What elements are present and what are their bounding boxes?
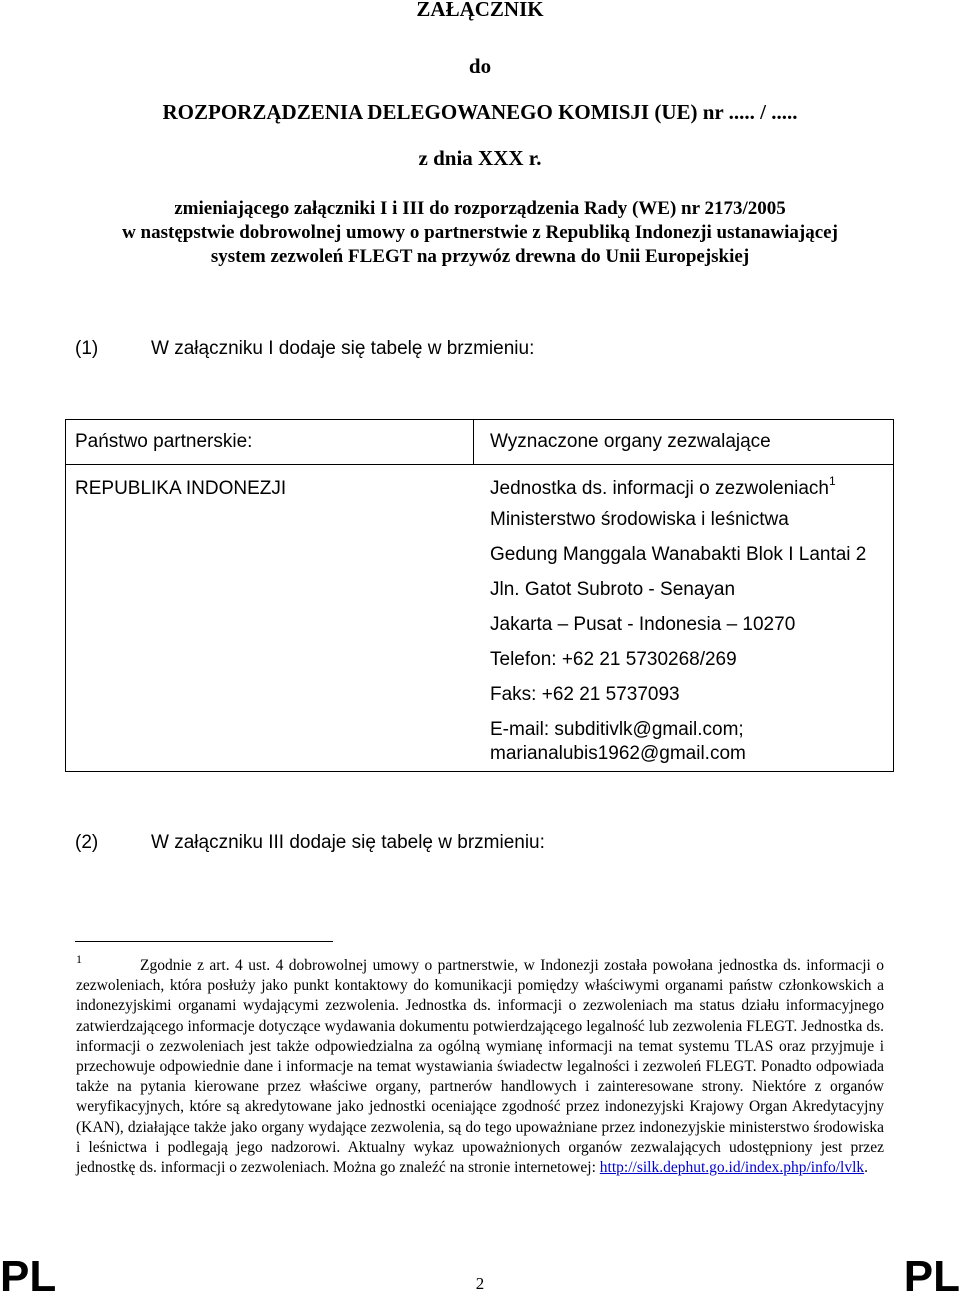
subtitle-line-2: w następstwie dobrowolnej umowy o partnerstwie z Republiką Indonezji ustanawiającej xyxy=(122,222,838,243)
annex-do: do xyxy=(468,54,492,78)
table-header-authority: Wyznaczone organy zezwalające xyxy=(490,431,771,452)
footnote-reference[interactable]: 1 xyxy=(829,474,836,488)
table-column-divider xyxy=(473,420,474,464)
item-2-number: (2) xyxy=(75,832,99,853)
authority-email-1: E-mail: subditivlk@gmail.com; xyxy=(490,719,744,740)
annex-title: ZAŁĄCZNIK xyxy=(416,0,544,21)
footnote-separator xyxy=(75,941,333,942)
regulation-date: z dnia XXX r. xyxy=(418,146,542,170)
table-country-name: REPUBLIKA INDONEZJI xyxy=(75,478,287,499)
subtitle-line-1: zmieniającego załączniki I i III do rozporządzenia Rady (WE) nr 2173/2005 xyxy=(174,198,786,219)
footer-language-right: PL xyxy=(903,1252,960,1301)
footnote-end: . xyxy=(864,1159,869,1177)
page-number: 2 xyxy=(475,1274,485,1293)
authority-line-3: Gedung Manggala Wanabakti Blok I Lantai 2 xyxy=(490,544,867,565)
authority-email-2: marianalubis1962@gmail.com xyxy=(490,743,746,764)
authority-unit-name: Jednostka ds. informacji o zezwoleniach xyxy=(490,478,830,499)
item-1-number: (1) xyxy=(75,338,99,359)
footnote-body: Zgodnie z art. 4 ust. 4 dobrowolnej umowy o partnerstwie, w Indonezji została powołana jednostka ds. informacji o zezwoleniach, która posłuży jako punkt kontaktowy do komunikacji pomiędzy właściwymi organami państw członkowskich a indonezyjskimi organami wydającymi zezwolenia. Jednostka ds. informacji o zezwoleniach ma status działu informacyjnego zatwierdzającego informacje dotyczące wydawania dokumentu potwierdzającego legalność lub zezwolenia FLEGT. Jednostka ds. informacji o zezwoleniach jest także odpowiedzialna za ogólną wymianę informacji na temat systemu TLAS oraz przyjmuje i przechowuje odpowiednie dane i informacje na temat wystawiania świadectw legalności i zezwoleń FLEGT. Ponadto odpowiada także na pytania kierowane przez właściwe organy, partnerów handlowych i zainteresowane strony. Niektóre z organów weryfikacyjnych, które są akredytowane jako jednostki oceniające zgodność przez indonezyjski Krajowy Organ Akredytacyjny (KAN), działające także jako organy wydające zezwolenia, są do tego upoważniane przez indonezyjskie ministerstwo środowiska i leśnictwa i podlegają jego nadzorowi. Aktualny wykaz upoważnionych organów zezwalających udostępniony jest przez jednostkę ds. informacji o zezwoleniach. Można go znaleźć na stronie internetowej: xyxy=(76,957,884,1177)
authority-line-5: Jakarta – Pusat - Indonesia – 10270 xyxy=(490,614,796,635)
footnote-link[interactable]: http://silk.dephut.go.id/index.php/info/lvlk xyxy=(599,1159,865,1177)
authority-line-2: Ministerstwo środowiska i leśnictwa xyxy=(490,509,789,530)
authority-line-4: Jln. Gatot Subroto - Senayan xyxy=(490,579,736,600)
authority-line-1 xyxy=(490,474,836,500)
regulation-title: ROZPORZĄDZENIA DELEGOWANEGO KOMISJI (UE) nr ..... / ..... xyxy=(162,100,798,124)
footnote-number: 1 xyxy=(76,952,82,966)
table-header-country: Państwo partnerskie: xyxy=(75,431,253,452)
item-1-text: W załączniku I dodaje się tabelę w brzmieniu: xyxy=(151,338,535,359)
authority-phone: Telefon: +62 21 5730268/269 xyxy=(490,649,737,670)
table-header-divider xyxy=(66,464,893,465)
authorities-table xyxy=(65,419,894,772)
footnote-text xyxy=(76,956,884,1178)
subtitle-line-3: system zezwoleń FLEGT na przywóz drewna do Unii Europejskiej xyxy=(210,246,750,267)
authority-fax: Faks: +62 21 5737093 xyxy=(490,684,680,705)
footer-language-left: PL xyxy=(0,1252,57,1301)
item-2-text: W załączniku III dodaje się tabelę w brzmieniu: xyxy=(151,832,545,853)
